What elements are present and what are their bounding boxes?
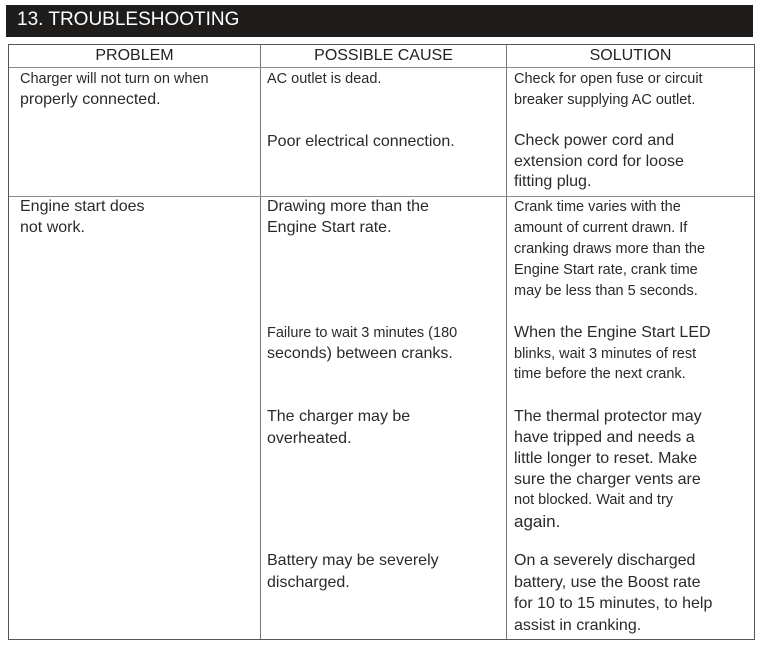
solution-text: sure the charger vents are [514, 471, 701, 488]
problem-text: properly connected. [20, 90, 161, 108]
header-divider [9, 67, 754, 68]
problem-cell [20, 197, 145, 238]
solution-cell [514, 406, 702, 532]
solution-cell [514, 197, 705, 302]
solution-text: Engine Start rate, crank time [514, 262, 698, 278]
solution-text: have tripped and needs a [514, 429, 695, 446]
problem-text: Engine start does [20, 198, 145, 215]
solution-text: cranking draws more than the [514, 241, 706, 257]
header-problem: PROBLEM [95, 47, 174, 64]
solution-text: blinks, wait 3 minutes of rest [514, 345, 697, 362]
cause-text: Drawing more than the [267, 198, 429, 215]
header-solution: SOLUTION [589, 47, 672, 64]
solution-text: breaker supplying AC outlet. [514, 91, 696, 108]
problem-cell [20, 69, 209, 110]
solution-text: amount of current drawn. If [514, 220, 688, 236]
solution-text: little longer to reset. Make [514, 450, 698, 467]
solution-cell [514, 323, 711, 385]
cause-cell [267, 132, 455, 153]
cause-text: seconds) between cranks. [267, 344, 453, 362]
troubleshooting-table [8, 44, 755, 640]
solution-text: Check power cord and [514, 132, 675, 149]
solution-text: extension cord for loose [514, 152, 684, 170]
solution-cell [514, 69, 703, 110]
section-title: 13. TROUBLESHOOTING [17, 9, 240, 30]
cause-text: Poor electrical connection. [267, 133, 455, 150]
solution-text: Check for open fuse or circuit [514, 71, 703, 87]
cause-text: Failure to wait 3 minutes (180 [267, 325, 458, 341]
solution-text: for 10 to 15 minutes, to help [514, 595, 713, 612]
solution-text: again. [514, 512, 561, 531]
cause-cell [267, 323, 457, 364]
section-title-bar [6, 5, 753, 37]
problem-text: Charger will not turn on when [20, 71, 209, 87]
cause-cell [267, 550, 439, 594]
solution-text: not blocked. Wait and try [514, 492, 674, 508]
cause-cell [267, 69, 381, 90]
solution-text: time before the next crank. [514, 366, 686, 382]
solution-cell [514, 131, 684, 193]
cause-cell [267, 197, 429, 238]
column-divider [506, 45, 507, 639]
cause-text: Engine Start rate. [267, 218, 392, 236]
solution-cell [514, 550, 712, 636]
solution-text: fitting plug. [514, 173, 592, 190]
header-possible-cause: POSSIBLE CAUSE [314, 47, 453, 64]
solution-text: battery, use the Boost rate [514, 573, 701, 591]
cause-text: AC outlet is dead. [267, 71, 382, 87]
cause-cell [267, 406, 410, 450]
solution-text: Crank time varies with the [514, 199, 681, 215]
cause-text: Battery may be severely [267, 552, 439, 569]
solution-text: may be less than 5 seconds. [514, 283, 698, 299]
solution-text: assist in cranking. [514, 616, 642, 634]
solution-text: The thermal protector may [514, 408, 702, 425]
problem-text: not work. [20, 218, 85, 236]
cause-text: The charger may be [267, 408, 411, 425]
cause-text: overheated. [267, 430, 352, 447]
solution-text: When the Engine Start LED [514, 324, 711, 341]
solution-text: On a severely discharged [514, 552, 696, 569]
column-divider [260, 45, 261, 639]
cause-text: discharged. [267, 574, 350, 591]
